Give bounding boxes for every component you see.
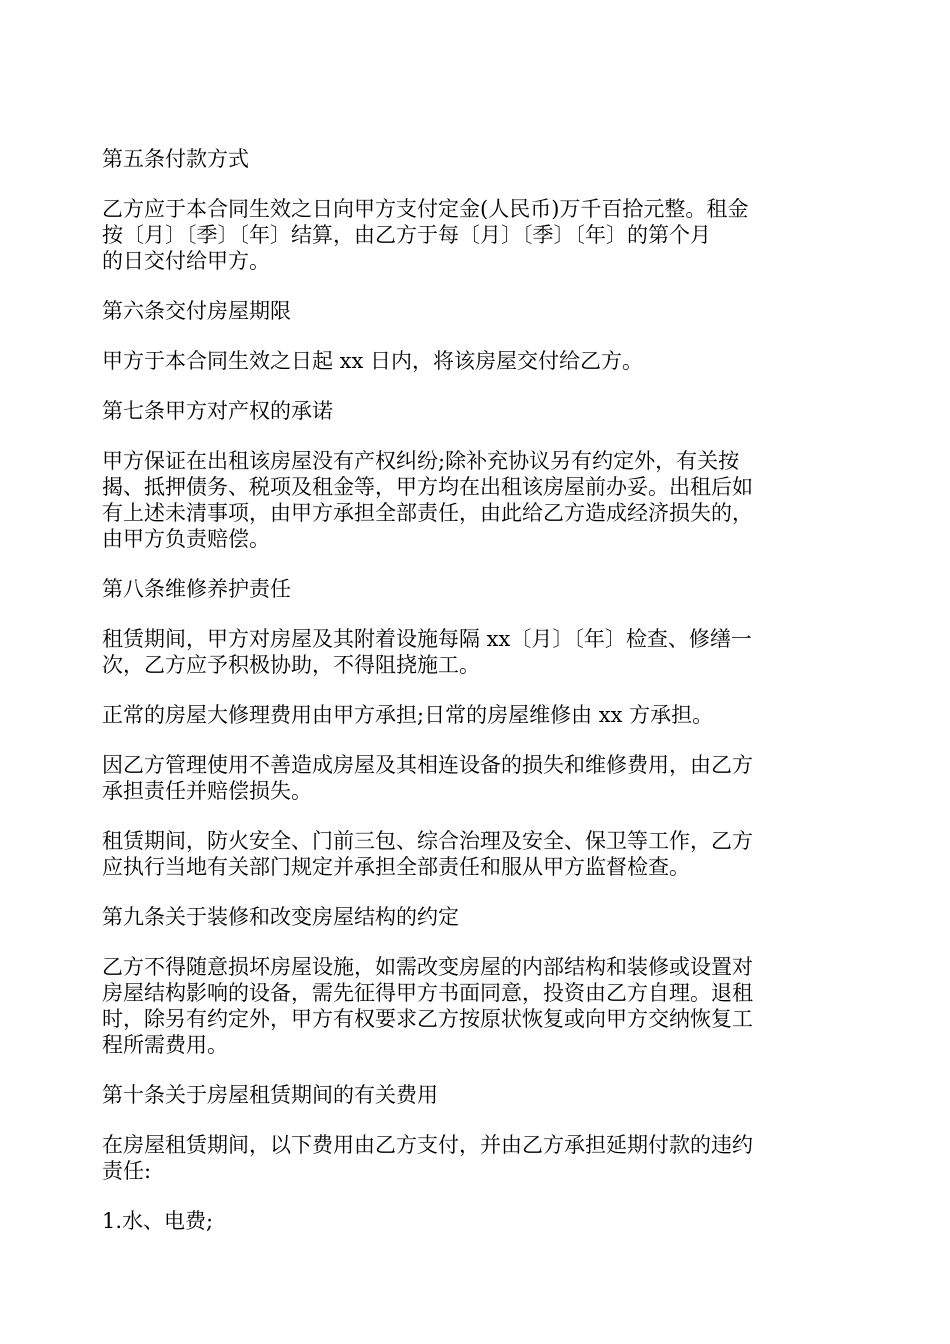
document-body bbox=[102, 146, 854, 1258]
paragraph-delivery-period: 甲方于本合同生效之日起 xx 日内，将该房屋交付给乙方。 bbox=[102, 349, 644, 373]
section-heading-5: 第五条付款方式 bbox=[102, 147, 249, 171]
paragraph-renovation: 乙方不得随意损坏房屋设施，如需改变房屋的内部结构和装修或设置对 房屋结构影响的设备，需先征得甲方书面同意，投资由乙方自理。退租 时，除另有约定外，甲方有权要求乙方按原状恢复或向甲方交纳恢复工 程所需费用。 bbox=[102, 955, 753, 1057]
section-heading-9: 第九条关于装修和改变房屋结构的约定 bbox=[102, 905, 459, 929]
paragraph-maintenance-3: 因乙方管理使用不善造成房屋及其相连设备的损失和维修费用，由乙方 承担责任并赔偿损失。 bbox=[102, 753, 753, 803]
list-item-fee-1: 1.水、电费; bbox=[102, 1209, 214, 1233]
paragraph-payment-method: 乙方应于本合同生效之日向甲方支付定金(人民币)万千百拾元整。租金 按〔月〕〔季〕〔年〕结算，由乙方于每〔月〕〔季〕〔年〕的第个月 的日交付给甲方。 bbox=[102, 197, 749, 273]
paragraph-maintenance-1: 租赁期间，甲方对房屋及其附着设施每隔 xx〔月〕〔年〕检查、修缮一 次，乙方应予积极协助，不得阻挠施工。 bbox=[102, 627, 752, 677]
paragraph-maintenance-2: 正常的房屋大修理费用由甲方承担;日常的房屋维修由 xx 方承担。 bbox=[102, 703, 714, 727]
paragraph-property-rights: 甲方保证在出租该房屋没有产权纠纷;除补充协议另有约定外，有关按 揭、抵押债务、税项及租金等，甲方均在出租该房屋前办妥。出租后如 有上述未清事项，由甲方承担全部责任，由此给乙方造成经济损失的， 由甲方负责赔偿。 bbox=[102, 449, 753, 551]
paragraph-fees: 在房屋租赁期间，以下费用由乙方支付，并由乙方承担延期付款的违约 责任: bbox=[102, 1133, 753, 1183]
section-heading-6: 第六条交付房屋期限 bbox=[102, 299, 291, 323]
section-heading-10: 第十条关于房屋租赁期间的有关费用 bbox=[102, 1083, 438, 1107]
section-heading-7: 第七条甲方对产权的承诺 bbox=[102, 399, 333, 423]
paragraph-maintenance-4: 租赁期间，防火安全、门前三包、综合治理及安全、保卫等工作，乙方 应执行当地有关部门规定并承担全部责任和服从甲方监督检查。 bbox=[102, 829, 753, 879]
section-heading-8: 第八条维修养护责任 bbox=[102, 577, 291, 601]
